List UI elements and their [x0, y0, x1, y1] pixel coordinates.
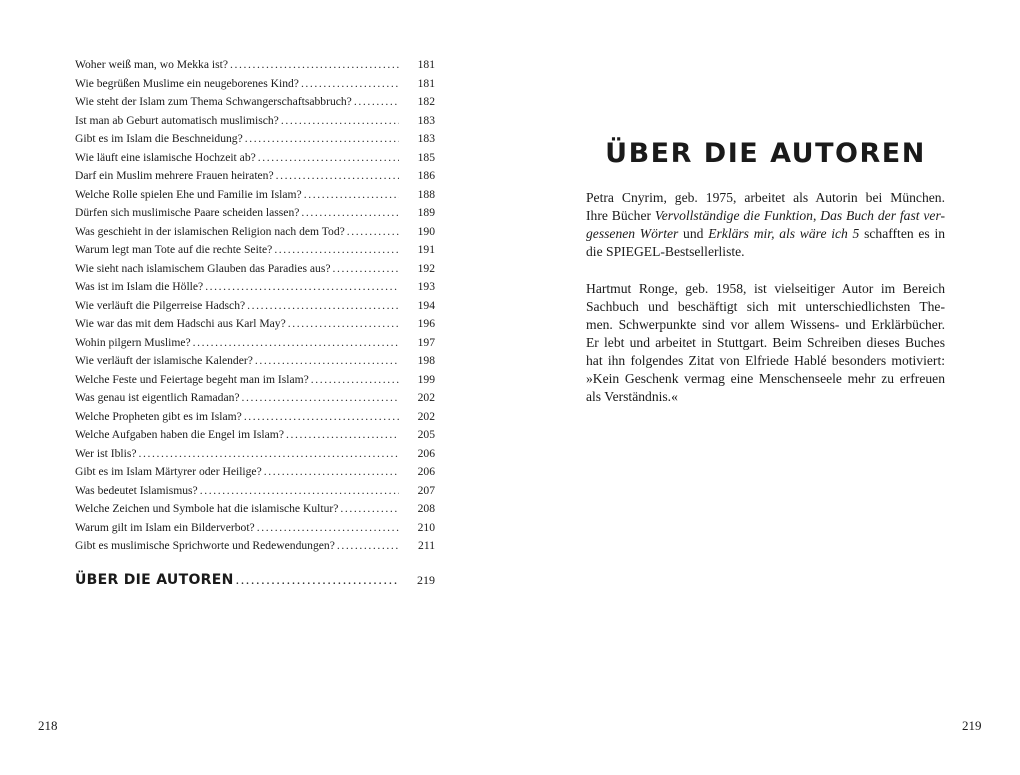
toc-entry-title: Welche Rolle spielen Ehe und Familie im Islam? [75, 187, 302, 201]
author-bio-hartmut-ronge [586, 280, 945, 406]
page-number-right: 219 [962, 718, 982, 733]
toc-entry-title: Warum legt man Tote auf die rechte Seite? [75, 243, 273, 256]
toc-entry-page: 194 [417, 298, 435, 312]
bio-text: Hartmut Ronge, geb. 1958, ist vielseitiger Autor im Bereich [586, 281, 945, 296]
bio-line [586, 207, 945, 225]
toc-entry-page: 183 [417, 132, 435, 145]
book-title: Das Buch der fast ver- [820, 208, 946, 223]
bio-text: Petra Cnyrim, geb. 1975, arbeitet als Autorin bei München. [586, 190, 945, 205]
toc-entry-title: Warum gilt im Islam ein Bilderverbot? [75, 520, 255, 534]
toc-leader-dots [247, 299, 399, 312]
toc-entry-title: Dürfen sich muslimische Paare scheiden lassen? [75, 206, 300, 219]
toc-leader-dots [354, 95, 399, 108]
toc-leader-dots [337, 539, 399, 552]
toc-entry[interactable] [75, 391, 435, 410]
toc-entry-title: Welche Aufgaben haben die Engel im Islam? [75, 428, 284, 441]
toc-leader-dots [276, 169, 399, 182]
toc-entry-page: 190 [417, 224, 435, 238]
toc-leader-dots [274, 243, 399, 256]
toc-entry-title: Gibt es im Islam die Beschneidung? [75, 132, 243, 145]
toc-entry-page: 181 [417, 58, 435, 71]
table-of-contents [75, 58, 435, 590]
bio-text: »Kein Geschenk vermag eine Menschenseele mehr zu erfreuen [586, 371, 945, 386]
toc-entry[interactable] [75, 336, 435, 355]
toc-entry-title: Ist man ab Geburt automatisch muslimisch? [75, 113, 279, 127]
toc-leader-dots [255, 354, 399, 367]
toc-entry[interactable] [75, 447, 435, 466]
bio-line [586, 280, 945, 298]
bio-line [586, 316, 945, 334]
toc-leader-dots [242, 391, 399, 404]
toc-leader-dots [236, 573, 399, 589]
toc-entry[interactable] [75, 77, 435, 96]
toc-leader-dots [230, 58, 399, 71]
toc-entry-title: Wie steht der Islam zum Thema Schwangerschaftsabbruch? [75, 95, 352, 108]
book-title: Vervollständige die Funktion [654, 208, 813, 223]
toc-entry-title: Was geschieht in der islamischen Religion nach dem Tod? [75, 224, 345, 238]
toc-entry[interactable] [75, 225, 435, 244]
toc-entry-title: Welche Propheten gibt es im Islam? [75, 409, 242, 423]
toc-leader-dots [264, 465, 399, 478]
toc-entry[interactable] [75, 465, 435, 484]
bio-text: Sachbuch und beschäftigt sich mit unterschiedlichsten The- [586, 299, 945, 314]
toc-entry-page: 207 [417, 483, 435, 497]
toc-entry-page: 192 [417, 261, 435, 275]
toc-entry-page: 210 [417, 520, 435, 534]
toc-entry-page: 182 [417, 95, 435, 108]
toc-leader-dots [245, 132, 399, 145]
book-title: gessenen Wörter [586, 226, 679, 241]
bio-text: die SPIEGEL-Bestsellerliste. [586, 244, 745, 259]
toc-entry-final[interactable] [75, 572, 435, 591]
page-number-left: 218 [38, 718, 58, 733]
author-bio-petra-cnyrim [586, 189, 945, 261]
toc-entry-page: 185 [417, 150, 435, 164]
toc-entry-page: 211 [418, 539, 435, 552]
toc-leader-dots [288, 317, 399, 330]
bio-line [586, 298, 945, 316]
toc-entry-page: 196 [417, 317, 435, 330]
toc-entry-page: 193 [417, 280, 435, 293]
toc-leader-dots [281, 114, 399, 127]
toc-entry-title: Darf ein Muslim mehrere Frauen heiraten? [75, 169, 274, 182]
toc-leader-dots [301, 206, 399, 219]
bio-text: und [678, 226, 709, 241]
toc-entry-page: 199 [417, 372, 435, 386]
toc-leader-dots [139, 447, 399, 460]
toc-entry-title: Gibt es im Islam Märtyrer oder Heilige? [75, 465, 262, 478]
toc-entry[interactable] [75, 521, 435, 540]
toc-leader-dots [332, 262, 399, 275]
toc-entry-page: 191 [417, 243, 435, 256]
toc-entry[interactable] [75, 428, 435, 447]
toc-entry[interactable] [75, 114, 435, 133]
toc-leader-dots [205, 280, 399, 293]
toc-entry[interactable] [75, 373, 435, 392]
toc-entry[interactable] [75, 410, 435, 429]
toc-entry[interactable] [75, 169, 435, 188]
bio-text: schafften es in [859, 226, 946, 241]
toc-entry-title: Was genau ist eigentlich Ramadan? [75, 391, 240, 404]
toc-leader-dots [244, 410, 399, 423]
toc-leader-dots [311, 373, 399, 386]
toc-entry-title: Wie begrüßen Muslime ein neugeborenes Kind? [75, 76, 299, 90]
toc-entry-page: 206 [417, 465, 435, 478]
toc-leader-dots [304, 188, 399, 201]
toc-entry[interactable] [75, 58, 435, 77]
toc-entry-page: 219 [417, 572, 435, 587]
toc-entry-title: Wie läuft eine islamische Hochzeit ab? [75, 150, 256, 164]
toc-entry-title: Wie verläuft die Pilgerreise Hadsch? [75, 298, 246, 312]
toc-entry[interactable] [75, 243, 435, 262]
toc-entry[interactable] [75, 132, 435, 151]
toc-entry-page: 189 [417, 206, 435, 219]
toc-entry[interactable] [75, 484, 435, 503]
toc-leader-dots [257, 521, 399, 534]
toc-entry-page: 198 [417, 354, 435, 367]
toc-entry[interactable] [75, 95, 435, 114]
section-heading: ÜBER DIE AUTOREN [605, 138, 926, 169]
bio-line [586, 352, 945, 370]
toc-leader-dots [258, 151, 399, 164]
bio-text: Ihre Bücher [586, 208, 655, 223]
toc-entry-title: Woher weiß man, wo Mekka ist? [75, 58, 228, 71]
toc-entry-title: Wie war das mit dem Hadschi aus Karl May? [75, 317, 286, 330]
toc-entry[interactable] [75, 317, 435, 336]
toc-entry[interactable] [75, 502, 435, 521]
toc-entry[interactable] [75, 151, 435, 170]
toc-entry[interactable] [75, 188, 435, 207]
toc-entry-title: Wer ist Iblis? [75, 446, 137, 460]
toc-entry-page: 202 [417, 391, 435, 404]
toc-entry-page: 205 [417, 428, 435, 441]
bio-line [586, 370, 945, 388]
bio-text: men. Schwerpunkte sind vor allem Wissens- und Erklärbücher. [586, 317, 945, 332]
bio-line [586, 225, 945, 243]
toc-entry[interactable] [75, 299, 435, 318]
toc-leader-dots [286, 428, 399, 441]
toc-leader-dots [301, 77, 399, 90]
bio-text: als Verständnis.« [586, 389, 678, 404]
toc-entry-page: 183 [417, 113, 435, 127]
toc-entry[interactable] [75, 206, 435, 225]
bio-text: hat ihn folgendes Zitat von Elfriede Hablé besonders motiviert: [586, 353, 945, 368]
toc-entry-title: ÜBER DIE AUTOREN [75, 571, 234, 588]
toc-leader-dots [347, 225, 399, 238]
toc-entry-page: 188 [417, 187, 435, 201]
bio-text: Er lebt und arbeitet in Stuttgart. Beim Schreiben dieses Buches [586, 335, 945, 350]
toc-leader-dots [340, 502, 399, 515]
toc-entry-page: 202 [417, 409, 435, 423]
toc-entry-title: Wohin pilgern Muslime? [75, 335, 191, 349]
toc-entry-title: Welche Zeichen und Symbole hat die islamische Kultur? [75, 502, 339, 515]
bio-line [586, 334, 945, 352]
toc-entry-page: 197 [417, 335, 435, 349]
bio-line [586, 388, 945, 406]
toc-entry[interactable] [75, 539, 435, 558]
bio-text: , [812, 208, 821, 223]
toc-entry-page: 206 [417, 446, 435, 460]
toc-leader-dots [193, 336, 399, 349]
toc-leader-dots [200, 484, 399, 497]
bio-line [586, 243, 945, 261]
book-title: Erklärs mir, als wäre ich 5 [708, 226, 860, 241]
toc-entry-title: Wie sieht nach islamischem Glauben das Paradies aus? [75, 261, 331, 275]
bio-line [586, 189, 945, 207]
toc-entry[interactable] [75, 262, 435, 281]
toc-entry-page: 186 [417, 169, 435, 182]
toc-entry-title: Welche Feste und Feiertage begeht man im Islam? [75, 372, 309, 386]
toc-entry[interactable] [75, 280, 435, 299]
toc-entry-title: Was bedeutet Islamismus? [75, 483, 198, 497]
toc-entry-title: Was ist im Islam die Hölle? [75, 280, 204, 293]
toc-entry-title: Wie verläuft der islamische Kalender? [75, 354, 253, 367]
toc-entry[interactable] [75, 354, 435, 373]
toc-entry-title: Gibt es muslimische Sprichworte und Redewendungen? [75, 539, 335, 552]
toc-entry-page: 181 [417, 76, 435, 90]
toc-entry-page: 208 [417, 502, 435, 515]
